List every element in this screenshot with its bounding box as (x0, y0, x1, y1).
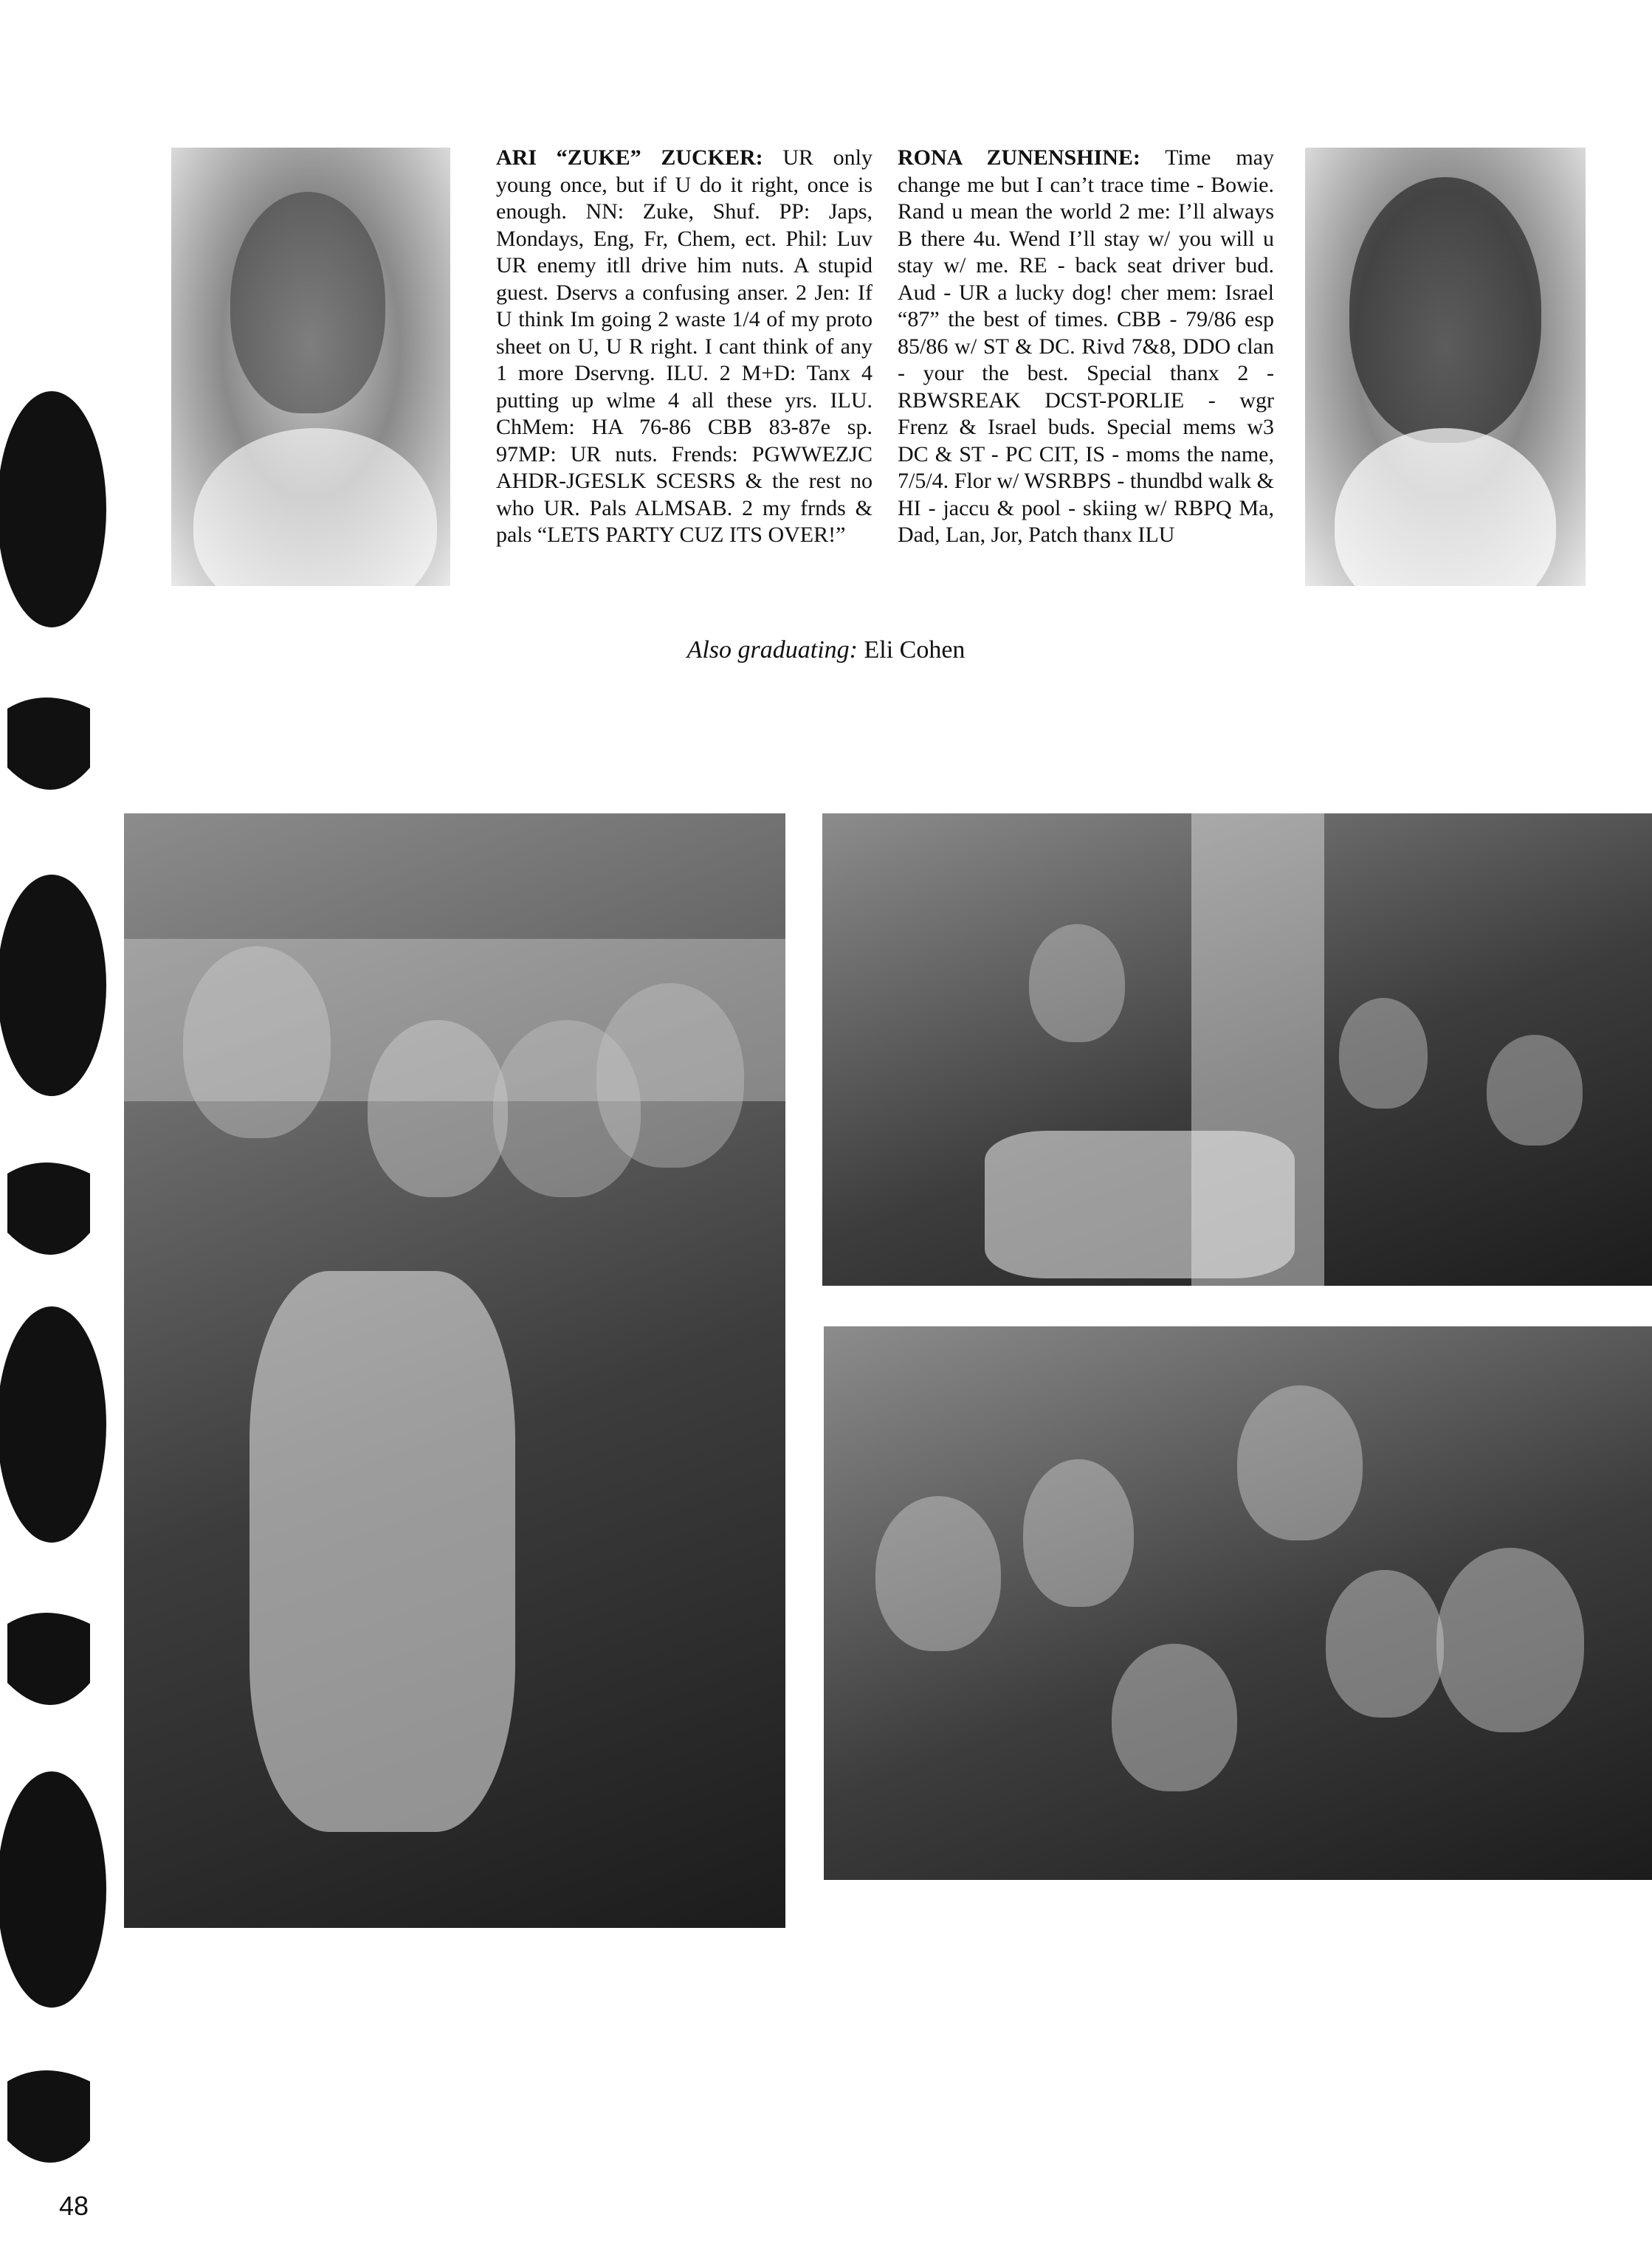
footprint-heel (7, 698, 90, 790)
bio-text: UR only young once, but if U do it right, once is enough. NN: Zuke, Shuf. PP: Japs, Mondays, Eng, Fr, Chem, ect. Phil: Luv UR enemy itll drive him nuts. A stupid guest. Dservs a confusing anser. 2 Jen: If U think Im going 2 waste 1/4 of my proto sheet on U, U R right. I cant think of any 1 more Dservng. ILU. 2 M+D: Tanx 4 putting up wlme 4 all these yrs. ILU. ChMem: HA 76-86 CBB 83-87e sp. 97MP: UR nuts. Frends: PGWWEZJC AHDR-JGESLK SCESRS & the rest no who UR. Pals ALMSAB. 2 my frnds & pals “LETS PARTY CUZ ITS OVER!” (496, 145, 873, 547)
ari-zucker-portrait (171, 148, 450, 586)
also-graduating-label: Also graduating: (686, 636, 858, 664)
bio-name: ARI “ZUKE” ZUCKER: (496, 145, 763, 170)
candid-photo-group-of-girls (824, 1326, 1652, 1880)
rona-zunenshine-portrait (1305, 148, 1586, 586)
page-number: 48 (59, 2191, 89, 2221)
bio-text: Time may change me but I can’t trace time - Bowie. Rand u mean the world 2 me: I’ll always B there 4u. Wend I’ll stay w/ you will u stay w/ me. RE - back seat driver bud. Aud - UR a lucky dog! cher mem: Israel “87” the best of times. CBB - 79/86 esp 85/86 w/ ST & DC. Rivd 7&8, DDO clan - your the best. Special thanx 2 - RBWSREAK DCST-PORLIE - wgr Frenz & Israel buds. Special mems w3 DC & ST - PC CIT, IS - moms the name, 7/5/4. Flor w/ WSRBPS - thundbd walk & HI - jaccu & pool - skiing w/ RBPQ Ma, Dad, Lan, Jor, Patch thanx ILU (898, 145, 1274, 547)
footprint-heel (7, 1162, 90, 1255)
bio-name: RONA ZUNENSHINE: (898, 145, 1140, 170)
footprint-sole (0, 1771, 106, 2008)
footprint-sole (0, 1306, 106, 1543)
also-graduating-names: Eli Cohen (864, 636, 966, 664)
bio-ari-zucker (496, 145, 873, 549)
also-graduating-line (0, 636, 1652, 664)
footprints-icon (0, 384, 118, 2229)
bio-rona-zunenshine (898, 145, 1274, 549)
footprint-sole (0, 391, 106, 627)
footprint-heel (7, 2070, 90, 2163)
footprint-sole (0, 875, 106, 1096)
candid-photo-cafeteria (822, 813, 1652, 1286)
candid-photo-four-friends (124, 813, 785, 1928)
footprint-heel (7, 1613, 90, 1705)
